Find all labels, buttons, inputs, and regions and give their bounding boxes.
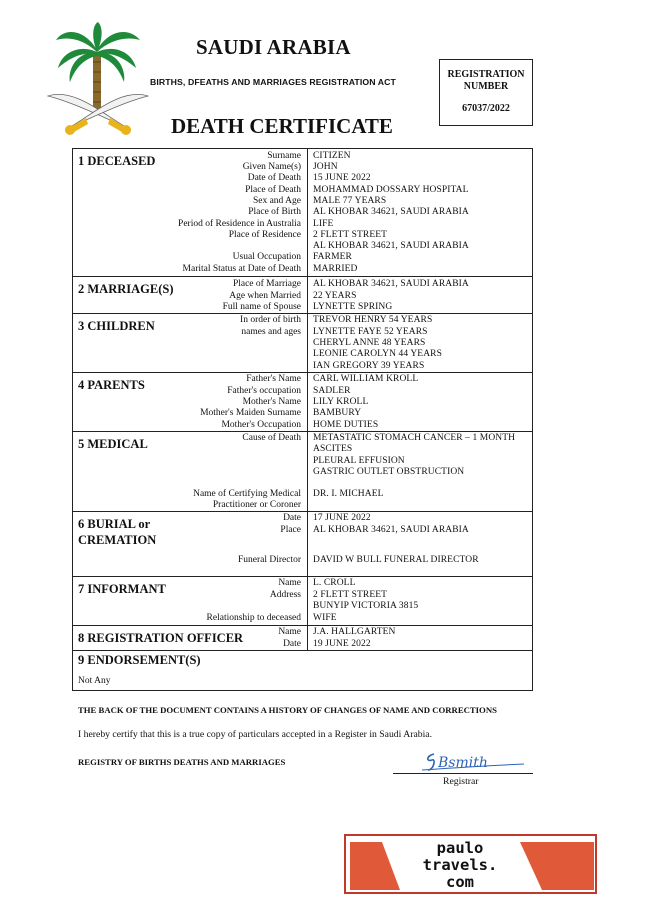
certificate-title: DEATH CERTIFICATE bbox=[171, 114, 393, 138]
section-title: CREMATION bbox=[78, 533, 157, 547]
field-label: Age when Married bbox=[229, 290, 301, 301]
certifier-label: Practitioner or Coroner bbox=[212, 500, 301, 510]
section-title: 6 BURIAL or bbox=[78, 517, 151, 531]
cause-value: GASTRIC OUTLET OBSTRUCTION bbox=[313, 467, 465, 477]
section-deceased bbox=[73, 149, 532, 276]
registrar-label: Registrar bbox=[443, 776, 479, 787]
field-label: Place of Marriage bbox=[232, 279, 301, 289]
field-label: Father's occupation bbox=[227, 385, 301, 396]
certificate-table bbox=[72, 148, 533, 691]
field-value: SADLER bbox=[313, 385, 351, 396]
field-label: Place of Birth bbox=[248, 207, 301, 217]
field-label: Surname bbox=[267, 151, 301, 161]
field-value: LIFE bbox=[313, 218, 334, 229]
field-value: CARL WILLIAM KROLL bbox=[313, 374, 419, 384]
field-value: JOHN bbox=[313, 162, 338, 172]
section-title: 8 REGISTRATION OFFICER bbox=[78, 631, 244, 645]
field-label: Funeral Director bbox=[237, 555, 301, 565]
field-value: 22 YEARS bbox=[313, 290, 357, 301]
section-marriage bbox=[73, 276, 532, 313]
field-value: 15 JUNE 2022 bbox=[313, 173, 371, 183]
field-label: Name bbox=[278, 578, 301, 588]
field-value: BUNYIP VICTORIA 3815 bbox=[313, 601, 419, 611]
back-note: THE BACK OF THE DOCUMENT CONTAINS A HISTORY OF CHANGES OF NAME AND CORRECTIONS bbox=[78, 705, 497, 715]
section-title: 3 CHILDREN bbox=[78, 319, 155, 333]
field-label: Date bbox=[283, 513, 301, 523]
field-label: Mother's Occupation bbox=[221, 419, 301, 430]
section-title: 5 MEDICAL bbox=[78, 437, 148, 451]
field-label: Place of Residence bbox=[228, 230, 301, 240]
section-title: 1 DECEASED bbox=[78, 154, 156, 168]
field-value: AL KHOBAR 34621, SAUDI ARABIA bbox=[313, 279, 469, 289]
registration-number-box bbox=[439, 59, 533, 126]
field-label: Marital Status at Date of Death bbox=[182, 263, 301, 274]
field-value: WIFE bbox=[313, 612, 337, 623]
signature-text: Bsmith bbox=[438, 755, 488, 771]
field-value: 2 FLETT STREET bbox=[313, 589, 388, 600]
field-value: 17 JUNE 2022 bbox=[313, 513, 371, 523]
field-label: Address bbox=[269, 589, 301, 600]
field-value: AL KHOBAR 34621, SAUDI ARABIA bbox=[313, 524, 469, 535]
field-value: LYNETTE SPRING bbox=[313, 302, 393, 312]
field-value: DAVID W BULL FUNERAL DIRECTOR bbox=[313, 555, 479, 565]
field-value: TREVOR HENRY 54 YEARS bbox=[313, 315, 433, 325]
field-label: Sex and Age bbox=[252, 196, 301, 206]
section-title: 7 INFORMANT bbox=[78, 582, 166, 596]
field-label: Name bbox=[278, 627, 301, 637]
field-value: AL KHOBAR 34621, SAUDI ARABIA bbox=[313, 207, 469, 217]
saudi-emblem-icon bbox=[44, 22, 152, 138]
field-value: AL KHOBAR 34621, SAUDI ARABIA bbox=[313, 241, 469, 251]
field-value: IAN GREGORY 39 YEARS bbox=[313, 360, 425, 371]
field-value: J.A. HALLGARTEN bbox=[313, 627, 396, 637]
certifier-value: DR. I. MICHAEL bbox=[313, 489, 384, 499]
section-parents bbox=[73, 372, 532, 431]
registry-name: REGISTRY OF BIRTHS DEATHS AND MARRIAGES bbox=[78, 757, 286, 767]
field-value: LYNETTE FAYE 52 YEARS bbox=[313, 326, 428, 337]
field-value: MALE 77 YEARS bbox=[313, 196, 387, 206]
field-value: LEONIE CAROLYN 44 YEARS bbox=[313, 349, 442, 359]
field-label: Given Name(s) bbox=[242, 162, 301, 172]
cause-value: METASTATIC STOMACH CANCER – 1 MONTH bbox=[313, 433, 516, 443]
certifier-label: Name of Certifying Medical bbox=[193, 489, 301, 499]
field-label: Usual Occupation bbox=[232, 252, 301, 262]
field-value: LILY KROLL bbox=[313, 397, 369, 407]
field-label: Full name of Spouse bbox=[222, 302, 301, 312]
logo-line-1: paulo bbox=[436, 839, 484, 857]
field-value: CITIZEN bbox=[313, 151, 351, 161]
field-value: 2 FLETT STREET bbox=[313, 230, 388, 240]
section-registration-officer bbox=[73, 625, 532, 650]
field-value: MARRIED bbox=[313, 263, 358, 274]
section-informant bbox=[73, 576, 532, 625]
country-title: SAUDI ARABIA bbox=[196, 35, 351, 59]
section-children bbox=[73, 313, 532, 372]
logo-line-3: com bbox=[446, 873, 474, 891]
field-label: Date bbox=[283, 638, 301, 649]
field-label: Place bbox=[280, 524, 301, 535]
registration-number: 67037/2022 bbox=[462, 103, 510, 114]
field-label: Place of Death bbox=[245, 184, 301, 195]
section-title: 2 MARRIAGE(S) bbox=[78, 282, 174, 296]
act-title: BIRTHS, DFEATHS AND MARRIAGES REGISTRATION ACT bbox=[150, 77, 396, 87]
field-label: Mother's Maiden Surname bbox=[200, 408, 301, 418]
field-label: Period of Residence in Australia bbox=[178, 218, 301, 229]
section-burial bbox=[73, 511, 532, 576]
field-label: Father's Name bbox=[246, 374, 301, 384]
field-value: CHERYL ANNE 48 YEARS bbox=[313, 338, 426, 348]
field-value: FARMER bbox=[313, 252, 352, 262]
field-label: names and ages bbox=[241, 326, 301, 337]
field-value: MOHAMMAD DOSSARY HOSPITAL bbox=[313, 184, 469, 195]
field-label: Mother's Name bbox=[242, 397, 301, 407]
registrar-signature bbox=[392, 748, 532, 774]
section-medical bbox=[73, 431, 532, 511]
field-value: BAMBURY bbox=[313, 408, 362, 418]
registration-label-line1: REGISTRATION bbox=[447, 69, 525, 80]
field-value: L. CROLL bbox=[313, 578, 356, 588]
section-title: 4 PARENTS bbox=[78, 378, 145, 392]
section-title: 9 ENDORSEMENT(S) bbox=[78, 653, 201, 667]
section-endorsement bbox=[73, 650, 532, 690]
cause-value: PLEURAL EFFUSION bbox=[313, 455, 405, 466]
logo-text bbox=[400, 840, 520, 891]
cause-of-death-label: Cause of Death bbox=[242, 433, 301, 443]
field-value: 19 JUNE 2022 bbox=[313, 638, 371, 649]
logo-line-2: travels. bbox=[422, 856, 498, 874]
signature-line bbox=[393, 773, 533, 774]
field-label: Date of Death bbox=[247, 173, 301, 183]
field-label: Relationship to deceased bbox=[206, 612, 301, 623]
certify-statement: I hereby certify that this is a true copy of particulars accepted in a Register in Saudi Arabia. bbox=[78, 729, 433, 740]
endorsement-text: Not Any bbox=[78, 676, 111, 686]
field-label: In order of birth bbox=[240, 315, 301, 325]
registration-label-line2: NUMBER bbox=[463, 81, 509, 92]
watermark-logo bbox=[344, 834, 597, 894]
field-value: HOME DUTIES bbox=[313, 419, 379, 430]
cause-value: ASCITES bbox=[313, 444, 353, 454]
